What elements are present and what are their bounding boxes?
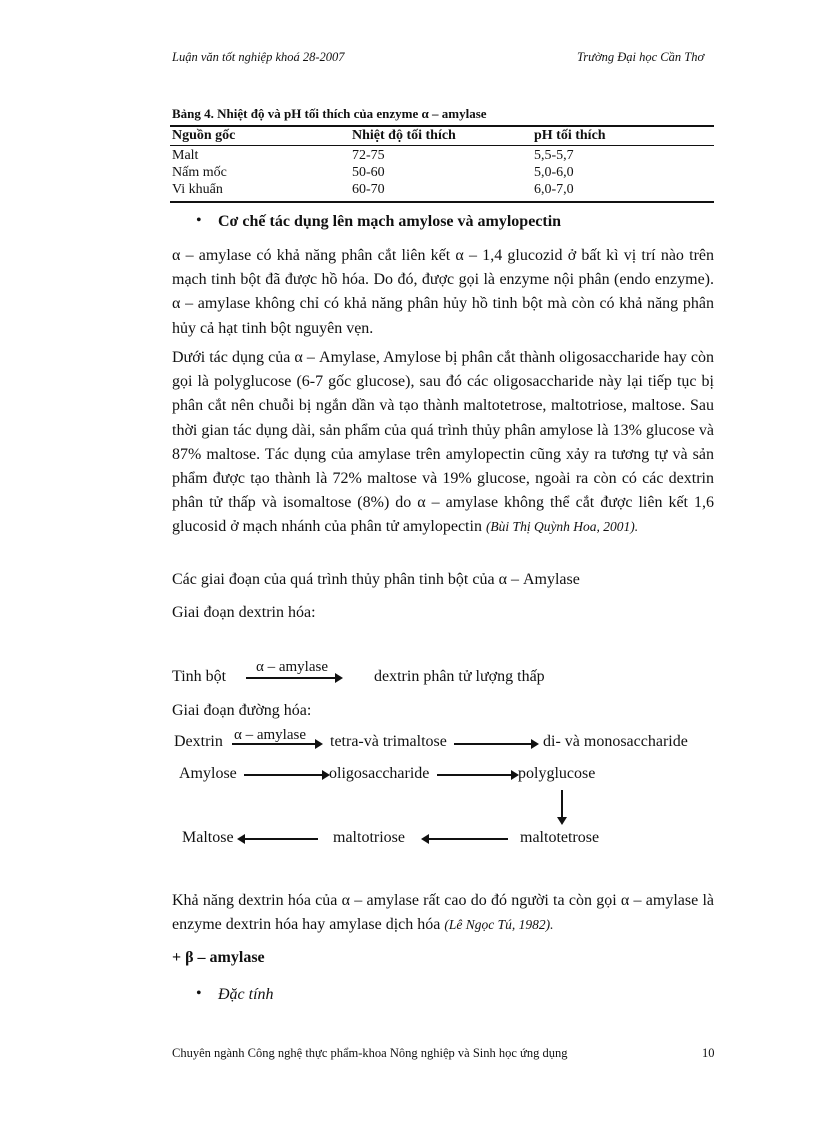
reaction-arrow <box>232 743 316 745</box>
reaction-arrow <box>437 774 512 776</box>
reaction-arrow-down <box>561 790 563 818</box>
table-top-rule <box>170 125 714 127</box>
stages-intro: Các giai đoạn của quá trình thủy phân tinh bột của α – Amylase <box>172 571 580 588</box>
citation: (Lê Ngọc Tú, 1982). <box>444 917 554 933</box>
table-cell: 5,5-5,7 <box>534 148 574 163</box>
node-dextrin: Dextrin <box>174 733 223 750</box>
reaction-arrow-left <box>428 838 508 840</box>
bullet-dot: • <box>196 212 202 229</box>
paragraph-2-text: Dưới tác dụng của α – Amylase, Amylose bị phân cắt thành oligosaccharide hay còn gọi là polyglucose (6-7 gốc glucose), sau đó các oligosaccharide này lại tiếp tục bị phân cắt nên chuỗi bị ngắn dần và tạo thành maltotetrose, maltotriose, maltose. Sau thời gian tác dụng dài, sản phẩm của quá trình thủy phân amylose là 13% glucose và 87% maltose. Tác dụng của amylase trên amylopectin cũng xảy ra tương tự và sản phẩm được tạo thành là 72% maltose và 19% glucose, ngoài ra còn có các dextrin phân tử thấp và isomaltose (8%) do α – amylase không thể cắt được liên kết 1,6 glucosid ở mạch nhánh của phân tử amylopectin <box>172 349 714 536</box>
paragraph-3 <box>172 889 714 937</box>
beta-amylase-heading: + β – amylase <box>172 949 265 966</box>
node-polyglucose: polyglucose <box>518 765 596 782</box>
node-di-mono: di- và monosaccharide <box>543 733 688 750</box>
table-header: Nguồn gốc <box>172 128 236 143</box>
node-maltotriose: maltotriose <box>333 829 405 846</box>
table-cell: 72-75 <box>352 148 385 163</box>
node-tetra-tri: tetra-và trimaltose <box>330 733 447 750</box>
node-amylose: Amylose <box>179 765 237 782</box>
stage-2-title: Giai đoạn đường hóa: <box>172 702 312 719</box>
enzyme-label: α – amylase <box>234 727 307 743</box>
header-right: Trường Đại học Cần Thơ <box>577 50 705 64</box>
section-heading: Cơ chế tác dụng lên mạch amylose và amylopectin <box>218 213 562 230</box>
reaction-arrow <box>454 743 532 745</box>
table-cell: Malt <box>172 148 199 163</box>
paragraph-1: α – amylase có khả năng phân cắt liên kết α – 1,4 glucozid ở bất kì vị trí nào trên mạch tinh bột đã được hồ hóa. Do đó, được gọi là enzyme nội phân (endo enzyme). α – amylase không chỉ có khả năng phân hủy hồ tinh bột mà còn có khả năng phân hủy cả hạt tinh bột nguyên vẹn. <box>172 247 714 337</box>
table-header: Nhiệt độ tối thích <box>352 128 456 143</box>
table-cell: 5,0-6,0 <box>534 165 574 180</box>
node-maltotetrose: maltotetrose <box>520 829 600 846</box>
paragraph-3-text: Khả năng dextrin hóa của α – amylase rất cao do đó người ta còn gọi α – amylase là enzyme dextrin hóa hay amylase dịch hóa <box>172 892 714 934</box>
table-cell: Vi khuẩn <box>172 182 223 197</box>
reaction-arrow <box>244 774 323 776</box>
table-header: pH tối thích <box>534 128 606 143</box>
node-tinh-bot: Tinh bột <box>172 668 227 685</box>
subheading-dac-tinh: Đặc tính <box>218 986 274 1003</box>
stage-1-title: Giai đoạn dextrin hóa: <box>172 604 316 621</box>
enzyme-label: α – amylase <box>256 659 329 675</box>
node-dextrin-low: dextrin phân tử lượng thấp <box>374 668 545 685</box>
table-cell: 6,0-7,0 <box>534 182 574 197</box>
citation: (Bùi Thị Quỳnh Hoa, 2001). <box>485 519 639 535</box>
paragraph-2 <box>172 346 714 540</box>
bullet-dot: • <box>196 985 202 1002</box>
table-cell: 50-60 <box>352 165 385 180</box>
node-oligosaccharide: oligosaccharide <box>329 765 430 782</box>
node-maltose: Maltose <box>182 829 234 846</box>
table-bottom-rule <box>170 201 714 203</box>
page-number: 10 <box>702 1046 715 1060</box>
table-caption-text: Bảng 4. Nhiệt độ và pH tối thích của enzyme <box>172 106 422 121</box>
table-caption-symbol: α – amylase <box>421 106 487 121</box>
table-header-rule <box>170 145 714 146</box>
reaction-arrow-left <box>244 838 318 840</box>
header-left: Luận văn tốt nghiệp khoá 28-2007 <box>172 50 345 64</box>
table-cell: 60-70 <box>352 182 385 197</box>
footer-text: Chuyên ngành Công nghệ thực phẩm-khoa Nông nghiệp và Sinh học ứng dụng <box>172 1046 568 1060</box>
reaction-arrow <box>246 677 336 679</box>
table-cell: Nấm mốc <box>172 165 227 180</box>
table-caption <box>172 106 487 122</box>
